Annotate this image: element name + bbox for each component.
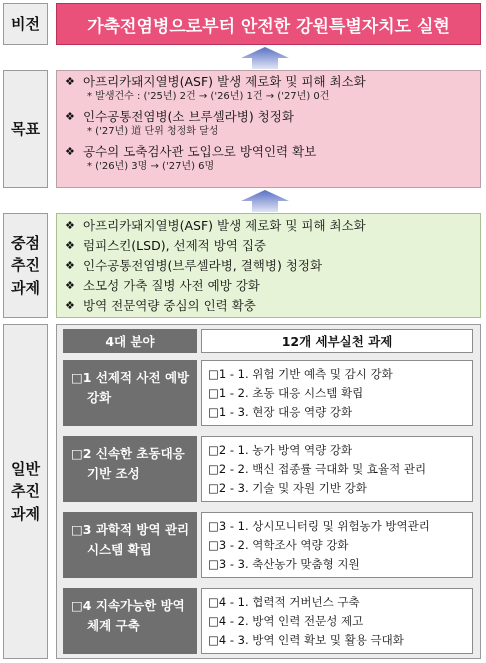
goal-note: * 발생건수 : ('25년) 2건 → ('26년) 1건 → ('27년) 0건 <box>87 91 330 102</box>
goal-item: ❖ 인수공통전염병(소 브루셀라병) 청정화 <box>65 109 294 124</box>
task-item: □1 - 1. 위험 기반 예측 및 감시 강화 <box>208 367 393 381</box>
task-item: □2 - 1. 농가 방역 역량 강화 <box>208 443 353 457</box>
goals-label: 목표 <box>3 70 48 188</box>
area-cell: □4 지속가능한 방역 체계 구축 <box>63 588 197 654</box>
task-item: □4 - 2. 방역 인력 전문성 제고 <box>208 614 364 628</box>
up-arrow-icon <box>238 46 292 70</box>
task-item: □2 - 3. 기술 및 자원 기반 강화 <box>208 481 367 495</box>
diamond-bullet-icon: ❖ <box>65 279 75 292</box>
vision-banner: 가축전염병으로부터 안전한 강원특별자치도 실현 <box>56 3 481 45</box>
diamond-bullet-icon: ❖ <box>65 219 75 232</box>
diamond-bullet-icon: ❖ <box>65 145 75 158</box>
task-item: □3 - 2. 역학조사 역량 강화 <box>208 538 349 552</box>
area-cell: □2 신속한 초동대응 기반 조성 <box>63 436 197 502</box>
task-cell <box>201 360 473 426</box>
task-item: □3 - 1. 상시모니터링 및 위험농가 방역관리 <box>208 519 430 533</box>
goal-item: ❖ 공수의 도축검사관 도입으로 방역인력 확보 <box>65 144 317 159</box>
task-item: □1 - 2. 초동 대응 시스템 확립 <box>208 386 364 400</box>
task-item: □1 - 3. 현장 대응 역량 강화 <box>208 405 353 419</box>
diamond-bullet-icon: ❖ <box>65 299 75 312</box>
general-box <box>56 324 481 659</box>
core-item: ❖ 아프리카돼지열병(ASF) 발생 제로화 및 피해 최소화 <box>65 216 472 236</box>
goal-note: * ('27년) 道 단위 청정화 달성 <box>87 126 219 137</box>
task-item: □2 - 2. 백신 접종률 극대화 및 효율적 관리 <box>208 462 427 476</box>
goal-item: ❖ 아프리카돼지열병(ASF) 발생 제로화 및 피해 최소화 <box>65 74 366 89</box>
area-header: 4대 분야 <box>63 329 197 353</box>
vision-label: 비전 <box>3 3 48 45</box>
general-label: 일반 추진 과제 <box>3 324 48 659</box>
core-label: 중점 추진 과제 <box>3 213 48 318</box>
diamond-bullet-icon: ❖ <box>65 110 75 123</box>
area-cell: □3 과학적 방역 관리 시스템 확립 <box>63 512 197 578</box>
diamond-bullet-icon: ❖ <box>65 259 75 272</box>
diamond-bullet-icon: ❖ <box>65 239 75 252</box>
core-item: ❖ 소모성 가축 질병 사전 예방 강화 <box>65 276 472 296</box>
up-arrow-icon <box>238 189 292 213</box>
task-item: □4 - 3. 방역 인력 확보 및 활용 극대화 <box>208 633 404 647</box>
core-item: ❖ 럼피스킨(LSD), 선제적 방역 집중 <box>65 236 472 256</box>
task-cell <box>201 512 473 578</box>
core-item: ❖ 인수공통전염병(브루셀라병, 결핵병) 청정화 <box>65 256 472 276</box>
goal-note: * ('26년) 3명 → ('27년) 6명 <box>87 161 215 172</box>
diamond-bullet-icon: ❖ <box>65 75 75 88</box>
task-item: □3 - 3. 축산농가 맞춤형 지원 <box>208 557 360 571</box>
tasks-header: 12개 세부실천 과제 <box>201 329 473 353</box>
task-cell <box>201 436 473 502</box>
area-cell: □1 선제적 사전 예방 강화 <box>63 360 197 426</box>
core-item: ❖ 방역 전문역량 중심의 인력 확충 <box>65 296 472 316</box>
goals-box <box>56 70 481 188</box>
task-item: □4 - 1. 협력적 거버넌스 구축 <box>208 595 360 609</box>
task-cell <box>201 588 473 654</box>
core-box <box>56 213 481 318</box>
